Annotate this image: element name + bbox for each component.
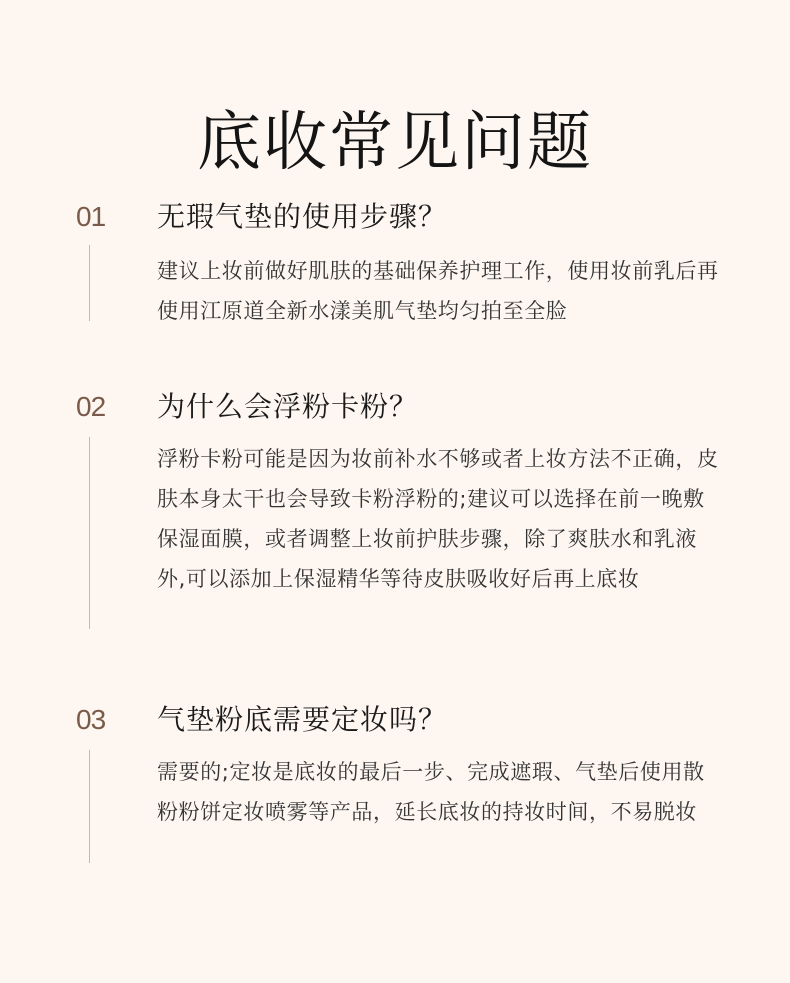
faq-answer: 浮粉卡粉可能是因为妆前补水不够或者上妆方法不正确，皮肤本身太干也会导致卡粉浮粉的;建议可以选择在前一晚敷保湿面膜，或者调整上妆前护肤步骤，除了爽肤水和乳液外,可以添加上保湿精华等待皮肤吸收好后再上底妆 (157, 447, 719, 591)
faq-answer: 需要的;定妆是底妆的最后一步、完成遮瑕、气垫后使用散粉粉饼定妆喷雾等产品，延长底妆的持妆时间，不易脱妆 (157, 760, 705, 824)
page-title: 底收常见问题 (197, 105, 593, 180)
faq-number: 03 (76, 704, 106, 735)
faq-divider-line (89, 750, 90, 863)
faq-question: 为什么会浮粉卡粉？ (157, 390, 419, 423)
faq-number: 01 (76, 201, 106, 232)
faq-number: 02 (76, 391, 106, 422)
faq-divider-line (89, 437, 90, 629)
faq-question: 无瑕气垫的使用步骤？ (157, 200, 448, 233)
faq-question: 气垫粉底需要定妆吗？ (157, 703, 448, 736)
faq-answer: 建议上妆前做好肌肤的基础保养护理工作，使用妆前乳后再使用江原道全新水漾美肌气垫均匀拍至全脸 (157, 259, 719, 323)
faq-divider-line (89, 245, 90, 321)
